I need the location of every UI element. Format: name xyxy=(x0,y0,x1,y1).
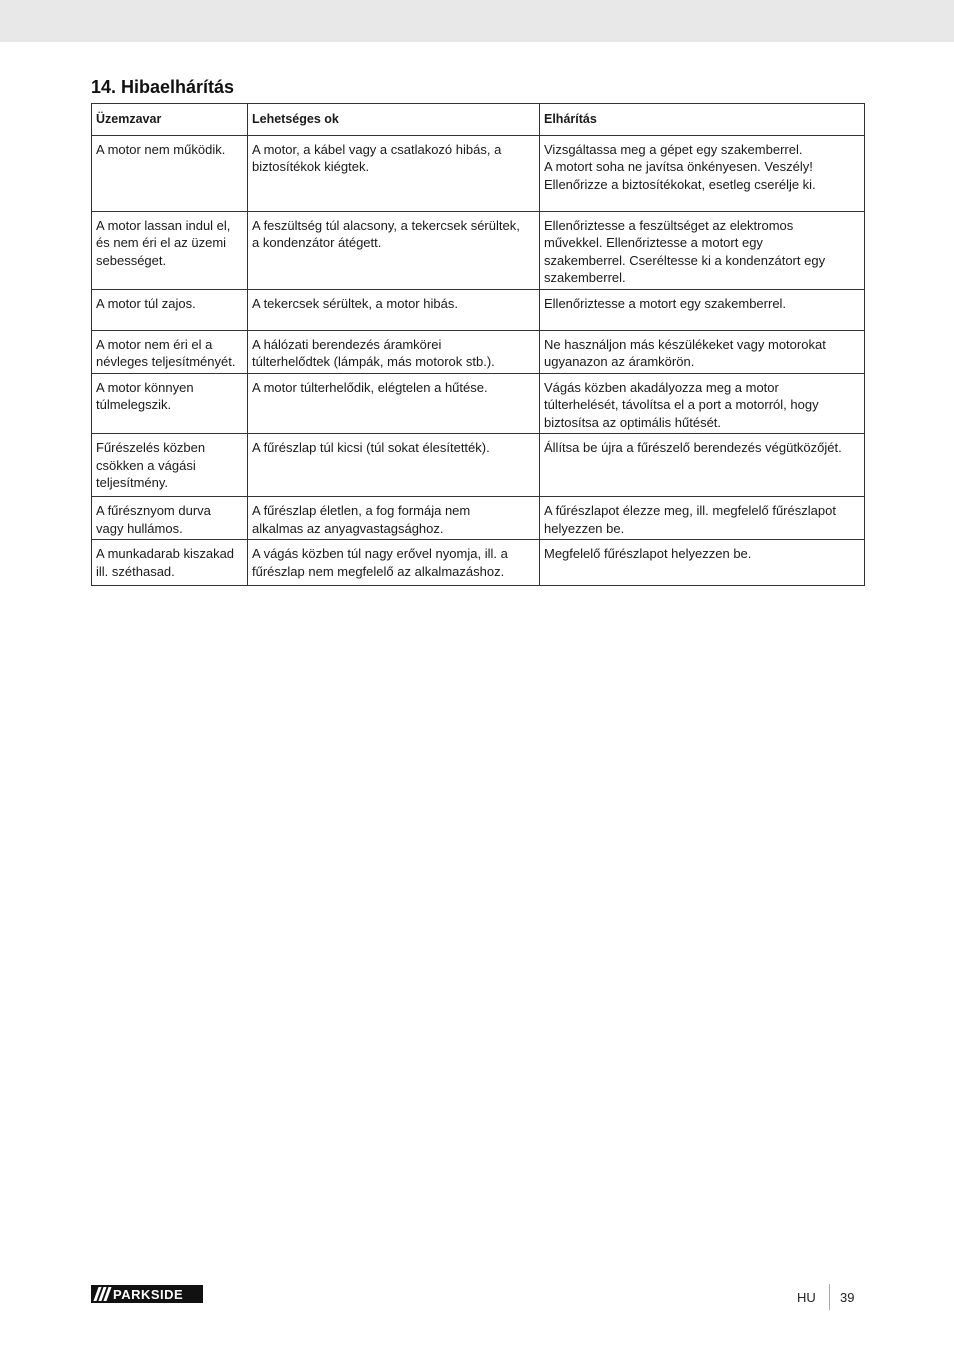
cell-text-line: A munkadarab kiszakad xyxy=(96,546,235,561)
cell-text-line: A motor túl zajos. xyxy=(96,295,196,311)
table-row xyxy=(92,289,865,330)
cell-text-line: teljesítmény. xyxy=(96,475,169,490)
cell-text-line: helyezzen be. xyxy=(544,520,625,536)
cell-text-line: A motor lassan indul el, xyxy=(96,217,231,233)
cell-text-line: sebességet. xyxy=(96,252,167,268)
cell-text-line: A fűrésznyom durva xyxy=(96,503,211,518)
cell-text-line: szakemberrel. xyxy=(544,270,626,285)
remedy-cell xyxy=(540,373,865,434)
cell-text-line: csökken a vágási xyxy=(96,457,196,473)
fault-cell xyxy=(92,135,248,211)
cause-cell xyxy=(248,135,540,211)
table-row xyxy=(92,540,865,586)
language-code: HU xyxy=(797,1290,816,1305)
remedy-cell xyxy=(540,330,865,373)
table-row xyxy=(92,135,865,211)
remedy-cell xyxy=(540,135,865,211)
cell-text-line: szakemberrel. Cseréltesse ki a kondenzátort egy xyxy=(544,252,826,268)
column-header-fault: Üzemzavar xyxy=(92,104,248,136)
cell-text-line: Ellenőriztesse a feszültséget az elektromos xyxy=(544,217,794,233)
page-number: 39 xyxy=(840,1290,855,1305)
remedy-cell xyxy=(540,211,865,289)
table-header-row xyxy=(92,104,865,136)
cell-text-line: A fűrészlapot élezze meg, ill. megfelelő fűrészlapot xyxy=(544,503,836,518)
cell-text-line: Vágás közben akadályozza meg a motor xyxy=(544,379,779,395)
parkside-logo xyxy=(91,1285,203,1303)
remedy-cell xyxy=(540,540,865,586)
fault-cell xyxy=(92,434,248,497)
header-band xyxy=(0,0,954,42)
cell-text-line: Fűrészelés közben xyxy=(96,440,206,455)
table-row xyxy=(92,434,865,497)
cause-cell xyxy=(248,497,540,540)
cause-cell xyxy=(248,373,540,434)
cell-text-line: biztosítékok kiégtek. xyxy=(252,159,370,174)
remedy-cell xyxy=(540,497,865,540)
table-row xyxy=(92,330,865,373)
cell-text-line: A feszültség túl alacsony, a tekercsek sérültek, xyxy=(252,217,520,233)
cell-text-line: Állítsa be újra a fűrészelő berendezés végütközőjét. xyxy=(544,440,842,455)
remedy-cell xyxy=(540,434,865,497)
table-row xyxy=(92,211,865,289)
cell-text-line: névleges teljesítményét. xyxy=(96,354,236,369)
column-header-cause: Lehetséges ok xyxy=(248,104,540,136)
cell-text-line: A motor nem éri el a xyxy=(96,336,213,352)
fault-cell xyxy=(92,497,248,540)
table-body xyxy=(92,135,865,586)
table-row xyxy=(92,497,865,540)
fault-cell xyxy=(92,330,248,373)
fault-cell xyxy=(92,540,248,586)
logo-stripes-icon xyxy=(91,1285,113,1303)
cell-text-line: Ne használjon más készülékeket vagy motorokat xyxy=(544,336,826,352)
cause-cell xyxy=(248,540,540,586)
logo-text: PARKSIDE xyxy=(113,1286,184,1302)
cell-text-line: Ellenőrizze a biztosítékokat, esetleg cserélje ki. xyxy=(544,176,816,192)
table-row xyxy=(92,373,865,434)
remedy-cell xyxy=(540,289,865,330)
cell-text-line: túlmelegszik. xyxy=(96,397,172,412)
cell-text-line: művekkel. Ellenőriztesse a motort egy xyxy=(544,235,763,250)
column-header-remedy: Elhárítás xyxy=(540,104,865,136)
cell-text-line: Megfelelő fűrészlapot helyezzen be. xyxy=(544,546,752,561)
cell-text-line: Ellenőriztesse a motort egy szakemberrel. xyxy=(544,295,787,311)
cause-cell xyxy=(248,330,540,373)
cell-text-line: túlterhelését, távolítsa el a port a motorról, hogy xyxy=(544,397,819,412)
fault-cell xyxy=(92,289,248,330)
cell-text-line: a kondenzátor átégett. xyxy=(252,235,382,250)
cell-text-line: ill. széthasad. xyxy=(96,563,175,579)
cell-text-line: A hálózati berendezés áramkörei xyxy=(252,336,442,352)
cause-cell xyxy=(248,289,540,330)
cause-cell xyxy=(248,434,540,497)
cause-cell xyxy=(248,211,540,289)
cell-text-line: A motort soha ne javítsa önkényesen. Veszély! xyxy=(544,159,813,174)
fault-cell xyxy=(92,211,248,289)
footer-divider xyxy=(829,1284,830,1310)
cell-text-line: alkalmas az anyagvastagsághoz. xyxy=(252,520,444,536)
cell-text-line: Vizsgáltassa meg a gépet egy szakemberrel. xyxy=(544,141,803,157)
cell-text-line: A motor túlterhelődik, elégtelen a hűtése. xyxy=(252,379,488,395)
fault-cell xyxy=(92,373,248,434)
cell-text-line: A vágás közben túl nagy erővel nyomja, ill. a xyxy=(252,546,508,561)
cell-text-line: A fűrészlap túl kicsi (túl sokat élesítették). xyxy=(252,440,490,455)
cell-text-line: A tekercsek sérültek, a motor hibás. xyxy=(252,295,458,311)
cell-text-line: A fűrészlap életlen, a fog formája nem xyxy=(252,503,471,518)
cell-text-line: ugyanazon az áramkörön. xyxy=(544,354,695,369)
cell-text-line: A motor, a kábel vagy a csatlakozó hibás, a xyxy=(252,141,502,157)
cell-text-line: és nem éri el az üzemi xyxy=(96,235,227,250)
cell-text-line: túlterhelődtek (lámpák, más motorok stb.). xyxy=(252,354,495,369)
troubleshooting-table xyxy=(91,103,865,586)
section-title: 14. Hibaelhárítás xyxy=(91,77,235,97)
cell-text-line: A motor könnyen xyxy=(96,379,194,395)
cell-text-line: A motor nem működik. xyxy=(96,141,226,157)
cell-text-line: fűrészlap nem megfelelő az alkalmazáshoz. xyxy=(252,563,505,579)
cell-text-line: biztosítsa az optimális hűtését. xyxy=(544,414,722,430)
cell-text-line: vagy hullámos. xyxy=(96,520,183,536)
